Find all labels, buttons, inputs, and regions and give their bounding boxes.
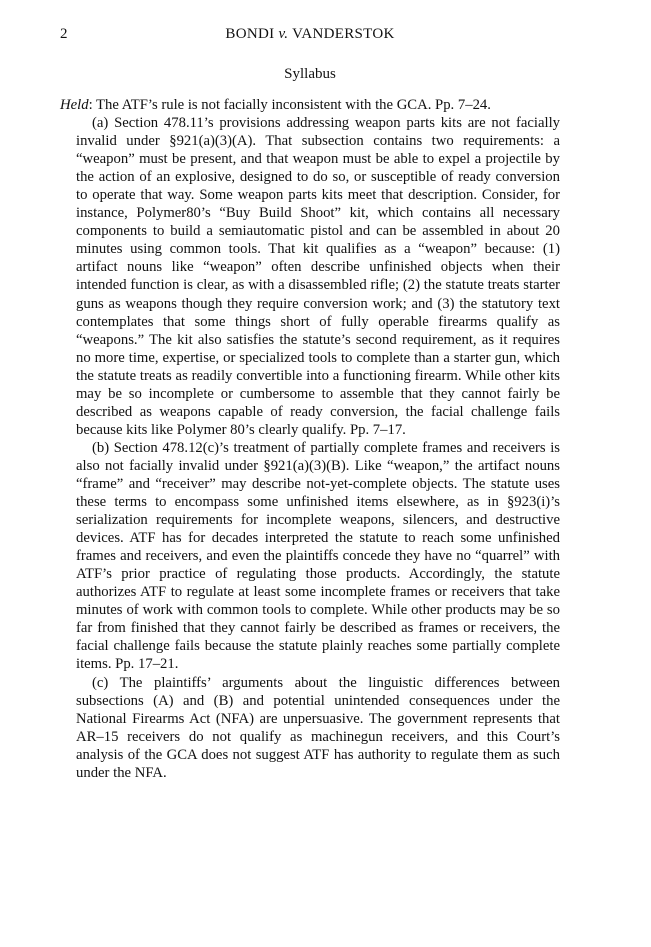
case-title-versus: v. (278, 26, 289, 42)
case-title-left: BONDI (225, 26, 275, 42)
syllabus-body (60, 96, 560, 782)
held-paragraph (60, 96, 560, 114)
case-title-right: VANDERSTOK (292, 26, 395, 42)
held-text: : The ATF’s rule is not facially inconsistent with the GCA. Pp. 7–24. (88, 97, 491, 113)
case-title (60, 26, 560, 43)
running-header (60, 26, 560, 46)
paragraph-c: (c) The plaintiffs’ arguments about the linguistic differences between subsections (A) and (B) and potential unintended consequences under the National Firearms Act (NFA) are unpersuasive. The government represents that AR–15 receivers do not qualify as machinegun receivers, and this Court’s analysis of the GCA does not suggest ATF has authority to regulate them as such under the NFA. (76, 674, 560, 781)
section-label: Syllabus (284, 66, 336, 82)
paragraph-b: (b) Section 478.12(c)’s treatment of partially complete frames and receivers is also not facially invalid under §921(a)(3)(B). Like “weapon,” the artifact nouns “frame” and “receiver” may describe not-yet-complete objects. The statute uses these terms to encompass some unfinished items elsewhere, as in §923(i)’s serialization requirements for incomplete weapons, silencers, and destructive devices. ATF has for decades interpreted the statute to reach some unfinished frames and receivers, and even the plaintiffs concede they have no “quarrel” with ATF’s prior practice of regulating those products. Accordingly, the statute authorizes ATF to regulate at least some incomplete frames or receivers that take minutes of work with common tools to complete. While other products may be so far from finished that they cannot fairly be described as frames or receivers, the facial challenge fails because the statute plainly reaches some partially complete items. Pp. 17–21. (76, 439, 560, 673)
page-number: 2 (60, 26, 68, 42)
held-label: Held (60, 97, 89, 113)
paragraph-a: (a) Section 478.11’s provisions addressing weapon parts kits are not facially invalid under §921(a)(3)(A). That subsection contains two requirements: a “weapon” must be present, and that weapon must be able to expel a projectile by the action of an explosive, designed to do so, or susceptible of ready conversion to operate that way. Some weapon parts kits meet that description. Consider, for instance, Polymer80’s “Buy Build Shoot” kit, which contains all necessary components to build a semiautomatic pistol and can be assembled in about 20 minutes using common tools. That kit qualifies as a “weapon” because: (1) artifact nouns like “weapon” often describe unfinished objects when their intended function is clear, as with a disassembled rifle; (2) the statute treats starter guns as weapons though they require conversion work; and (3) the statutory text contemplates that some things short of fully operable firearms qualify as “weapons.” The kit also satisfies the statute’s second requirement, as it requires no more time, expertise, or specialized tools to complete than a starter gun, which the statute treats as readily convertible into a functioning firearm. While other kits may be so incomplete or cumbersome to assemble that they cannot fairly be described as weapons capable of ready conversion, the facial challenge fails because kits like Polymer 80’s clearly qualify. Pp. 7–17. (76, 115, 560, 438)
